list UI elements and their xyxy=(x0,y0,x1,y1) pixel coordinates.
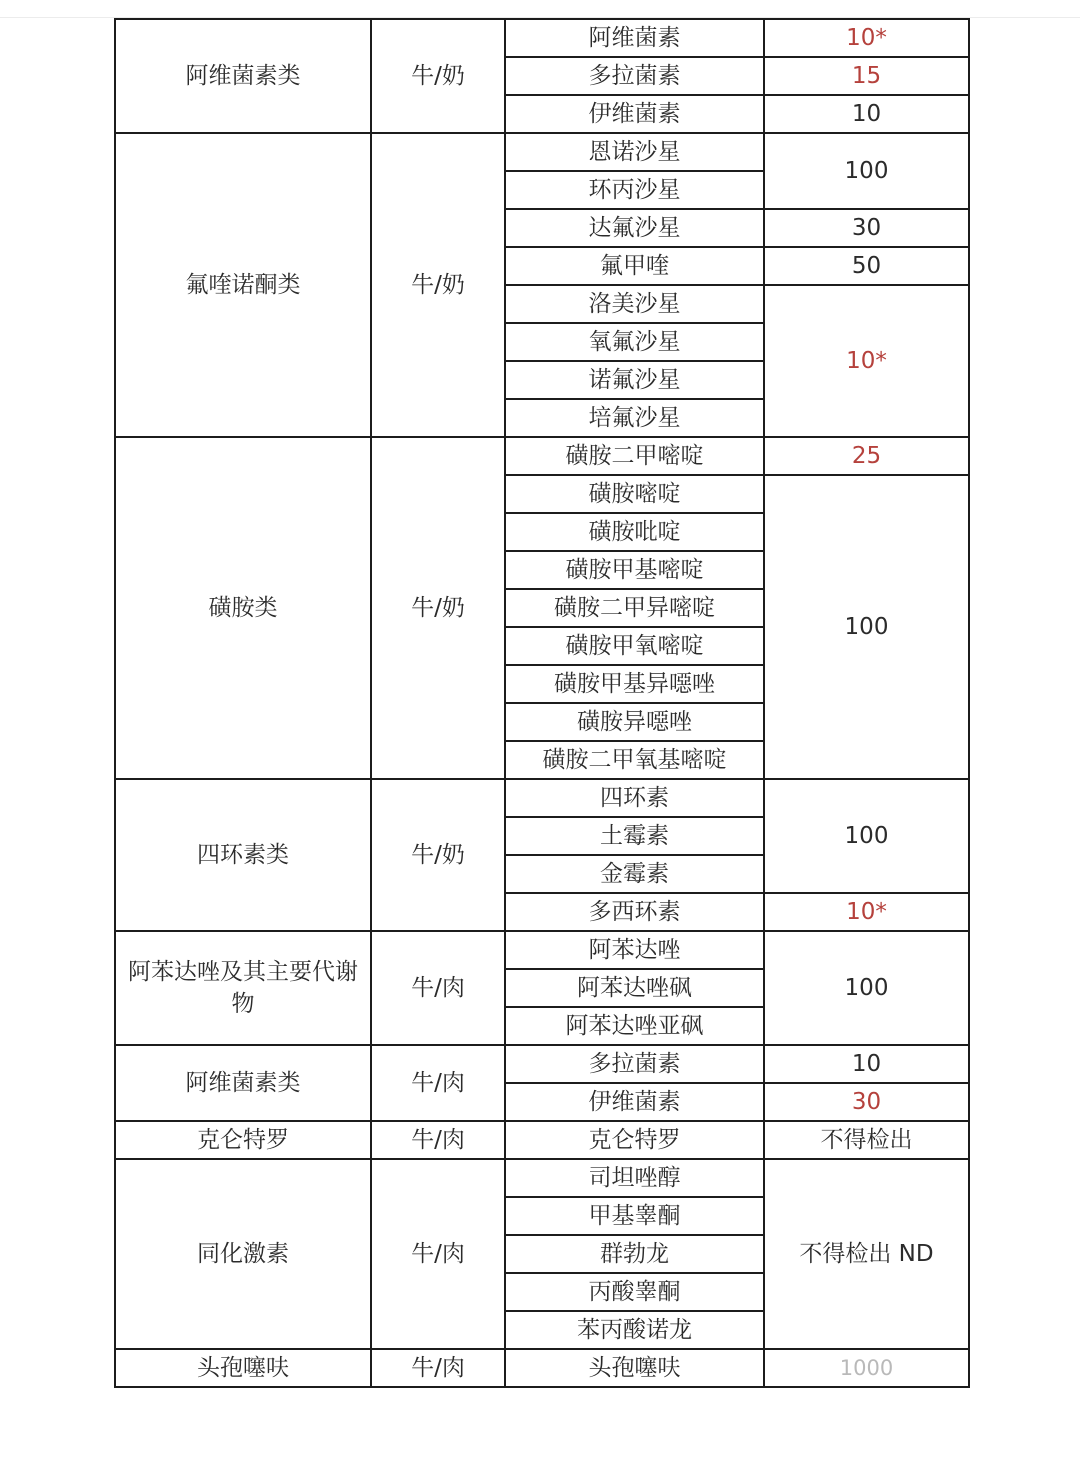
drug-cell: 培氟沙星 xyxy=(505,399,764,437)
category-cell: 磺胺类 xyxy=(115,437,371,779)
limit-value-cell: 100 xyxy=(764,475,969,779)
tissue-cell: 牛/肉 xyxy=(371,1349,505,1387)
drug-cell: 四环素 xyxy=(505,779,764,817)
tissue-cell: 牛/奶 xyxy=(371,133,505,437)
drug-cell: 氧氟沙星 xyxy=(505,323,764,361)
limit-value-cell: 10 xyxy=(764,95,969,133)
tissue-cell: 牛/肉 xyxy=(371,1045,505,1121)
table-row xyxy=(115,1045,969,1083)
tissue-cell: 牛/肉 xyxy=(371,1121,505,1159)
limit-value-cell: 25 xyxy=(764,437,969,475)
category-cell: 阿维菌素类 xyxy=(115,19,371,133)
drug-cell: 多拉菌素 xyxy=(505,57,764,95)
table-row xyxy=(115,931,969,969)
drug-cell: 伊维菌素 xyxy=(505,95,764,133)
drug-cell: 磺胺异噁唑 xyxy=(505,703,764,741)
limit-value-cell: 不得检出 xyxy=(764,1121,969,1159)
category-cell: 氟喹诺酮类 xyxy=(115,133,371,437)
drug-cell: 阿苯达唑 xyxy=(505,931,764,969)
category-cell: 头孢噻呋 xyxy=(115,1349,371,1387)
residue-limit-table xyxy=(114,18,970,1388)
category-cell: 四环素类 xyxy=(115,779,371,931)
drug-cell: 克仑特罗 xyxy=(505,1121,764,1159)
table-row xyxy=(115,1159,969,1197)
category-cell: 阿苯达唑及其主要代谢物 xyxy=(115,931,371,1045)
drug-cell: 土霉素 xyxy=(505,817,764,855)
drug-cell: 磺胺二甲异嘧啶 xyxy=(505,589,764,627)
drug-cell: 头孢噻呋 xyxy=(505,1349,764,1387)
limit-value-cell: 10* xyxy=(764,285,969,437)
limit-value-cell: 50 xyxy=(764,247,969,285)
drug-cell: 伊维菌素 xyxy=(505,1083,764,1121)
drug-cell: 丙酸睾酮 xyxy=(505,1273,764,1311)
drug-cell: 磺胺甲基异噁唑 xyxy=(505,665,764,703)
drug-cell: 洛美沙星 xyxy=(505,285,764,323)
drug-cell: 诺氟沙星 xyxy=(505,361,764,399)
table-row xyxy=(115,779,969,817)
table-row xyxy=(115,1349,969,1387)
limit-value-cell: 10* xyxy=(764,893,969,931)
drug-cell: 环丙沙星 xyxy=(505,171,764,209)
drug-cell: 多拉菌素 xyxy=(505,1045,764,1083)
limit-value-cell: 100 xyxy=(764,133,969,209)
drug-cell: 阿苯达唑亚砜 xyxy=(505,1007,764,1045)
limit-value-cell: 15 xyxy=(764,57,969,95)
category-cell: 同化激素 xyxy=(115,1159,371,1349)
limit-value-cell: 30 xyxy=(764,209,969,247)
drug-cell: 磺胺吡啶 xyxy=(505,513,764,551)
tissue-cell: 牛/肉 xyxy=(371,1159,505,1349)
limit-value-cell: 10* xyxy=(764,19,969,57)
drug-cell: 金霉素 xyxy=(505,855,764,893)
drug-cell: 甲基睾酮 xyxy=(505,1197,764,1235)
drug-cell: 阿维菌素 xyxy=(505,19,764,57)
drug-cell: 多西环素 xyxy=(505,893,764,931)
tissue-cell: 牛/肉 xyxy=(371,931,505,1045)
table-body xyxy=(115,19,969,1387)
limit-value-cell: 不得检出 ND xyxy=(764,1159,969,1349)
drug-cell: 磺胺甲氧嘧啶 xyxy=(505,627,764,665)
tissue-cell: 牛/奶 xyxy=(371,779,505,931)
limit-value-cell: 100 xyxy=(764,931,969,1045)
category-cell: 克仑特罗 xyxy=(115,1121,371,1159)
table-row xyxy=(115,437,969,475)
drug-cell: 司坦唑醇 xyxy=(505,1159,764,1197)
drug-cell: 恩诺沙星 xyxy=(505,133,764,171)
limit-value-cell: 1000 xyxy=(764,1349,969,1387)
limit-value-cell: 100 xyxy=(764,779,969,893)
table-row xyxy=(115,1121,969,1159)
drug-cell: 磺胺甲基嘧啶 xyxy=(505,551,764,589)
drug-cell: 氟甲喹 xyxy=(505,247,764,285)
drug-cell: 磺胺二甲嘧啶 xyxy=(505,437,764,475)
drug-cell: 磺胺嘧啶 xyxy=(505,475,764,513)
tissue-cell: 牛/奶 xyxy=(371,437,505,779)
drug-cell: 磺胺二甲氧基嘧啶 xyxy=(505,741,764,779)
table-row xyxy=(115,19,969,57)
table-row xyxy=(115,133,969,171)
drug-cell: 苯丙酸诺龙 xyxy=(505,1311,764,1349)
limit-value-cell: 10 xyxy=(764,1045,969,1083)
category-cell: 阿维菌素类 xyxy=(115,1045,371,1121)
drug-cell: 阿苯达唑砜 xyxy=(505,969,764,1007)
limit-value-cell: 30 xyxy=(764,1083,969,1121)
drug-cell: 达氟沙星 xyxy=(505,209,764,247)
drug-cell: 群勃龙 xyxy=(505,1235,764,1273)
tissue-cell: 牛/奶 xyxy=(371,19,505,133)
